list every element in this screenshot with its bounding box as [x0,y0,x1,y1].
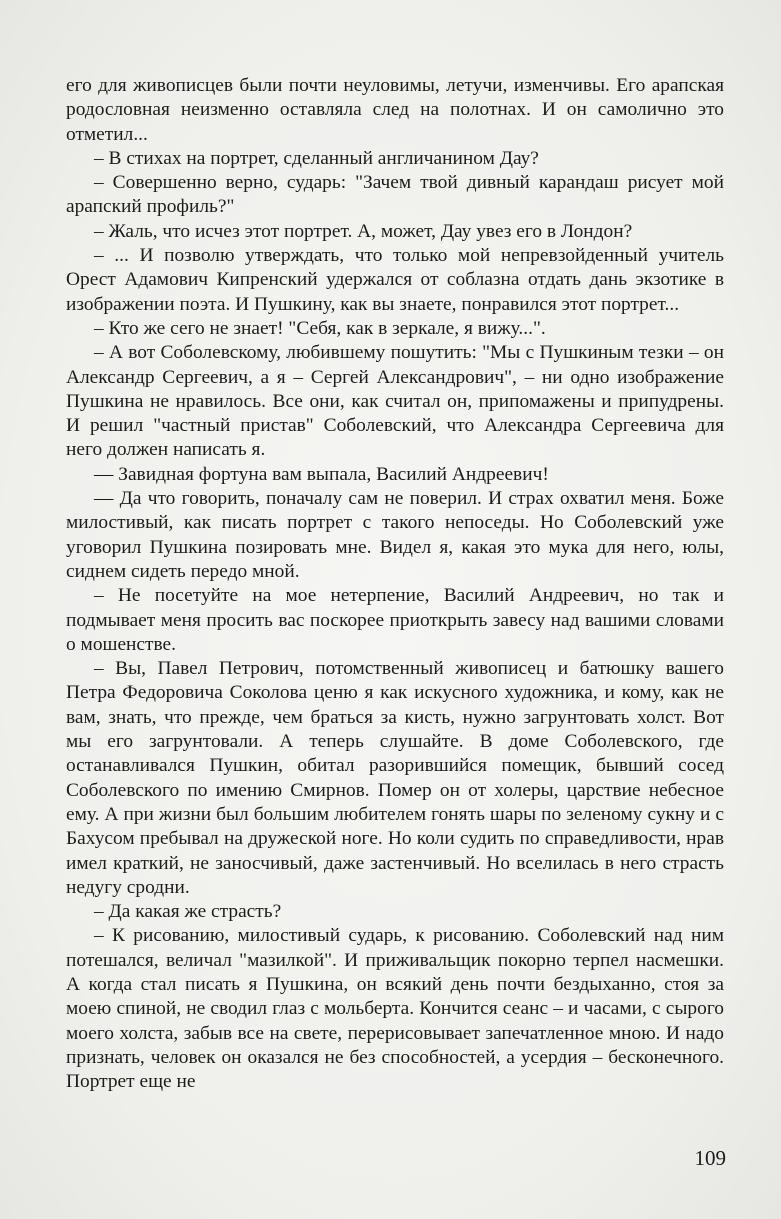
page-body-text [66,74,724,1094]
paragraph: – Вы, Павел Петрович, потомственный живописец и батюшку вашего Петра Федоровича Соколова ценю я как искусного художника, и кому, как не вам, знать, что прежде, чем браться за кисть, нужно загрунтовать холст. Вот мы его загрунтовали. А теперь слушайте. В доме Соболевского, где останавливался Пушкин, обитал разорившийся помещик, бывший сосед Соболевского по имению Смирнов. Помер он от холеры, царствие небесное ему. А при жизни был большим любителем гонять шары по зеленому сукну и с Бахусом пребывал на дружеской ноге. Но коли судить по справедливости, нрав имел краткий, не заносчивый, даже застенчивый. Но вселилась в него страсть недугу сродни. [66,658,724,898]
paragraph: – ... И позволю утверждать, что только мой непревзойденный учитель Орест Адамович Кипренский удержался от соблазна отдать дань экзотике в изображении поэта. И Пушкину, как вы знаете, понравился этот портрет... [66,245,724,315]
paragraph: его для живописцев были почти неуловимы, летучи, изменчивы. Его арапская родословная неизменно оставляла след на полотнах. И он самолично это отметил... [66,75,724,145]
paragraph: – Да какая же страсть? [94,901,282,923]
paragraph: – Не посетуйте на мое нетерпение, Василий Андреевич, но так и подмывает меня просить вас поскорее приоткрыть завесу над вашими словами о мошенстве. [66,585,724,655]
paragraph: – В стихах на портрет, сделанный англичанином Дау? [94,147,539,169]
paragraph: – Совершенно верно, сударь: "Зачем твой дивный карандаш рисует мой арапский профиль?" [66,172,724,218]
paragraph: — Да что говорить, поначалу сам не поверил. И страх охватил меня. Боже милостивый, как писать портрет с такого непоседы. Но Соболевский уже уговорил Пушкина позировать мне. Видел я, какая это мука для него, юлы, сиднем сидеть передо мной. [66,488,724,582]
paragraph: — Завидная фортуна вам выпала, Василий Андреевич! [94,463,549,485]
paragraph: – Кто же сего не знает! "Себя, как в зеркале, я вижу...". [94,317,546,339]
paragraph: – А вот Соболевскому, любившему пошутить: "Мы с Пушкиным тезки – он Александр Сергеевич, а я – Сергей Александрович", – ни одно изображение Пушкина не нравилось. Все они, как считал он, припомажены и припудрены. И решил "частный пристав" Соболевский, что Александра Сергеевича для него должен написать я. [66,342,724,461]
page-number: 109 [694,1146,726,1170]
paragraph: – Жаль, что исчез этот портрет. А, может, Дау увез его в Лондон? [94,220,633,242]
paragraph: – К рисованию, милостивый сударь, к рисованию. Соболевский над ним потешался, величал "мазилкой". И приживальщик покорно терпел насмешки. А когда стал писать я Пушкина, он всякий день почти бездыханно, стоя за моею спиной, не сводил глаз с мольберта. Кончится сеанс – и часами, с сырого моего холста, забыв все на свете, перерисовывает запечатленное мною. И надо признать, человек он оказался не без способностей, а усердия – бесконечного. Портрет еще не [66,925,724,1093]
